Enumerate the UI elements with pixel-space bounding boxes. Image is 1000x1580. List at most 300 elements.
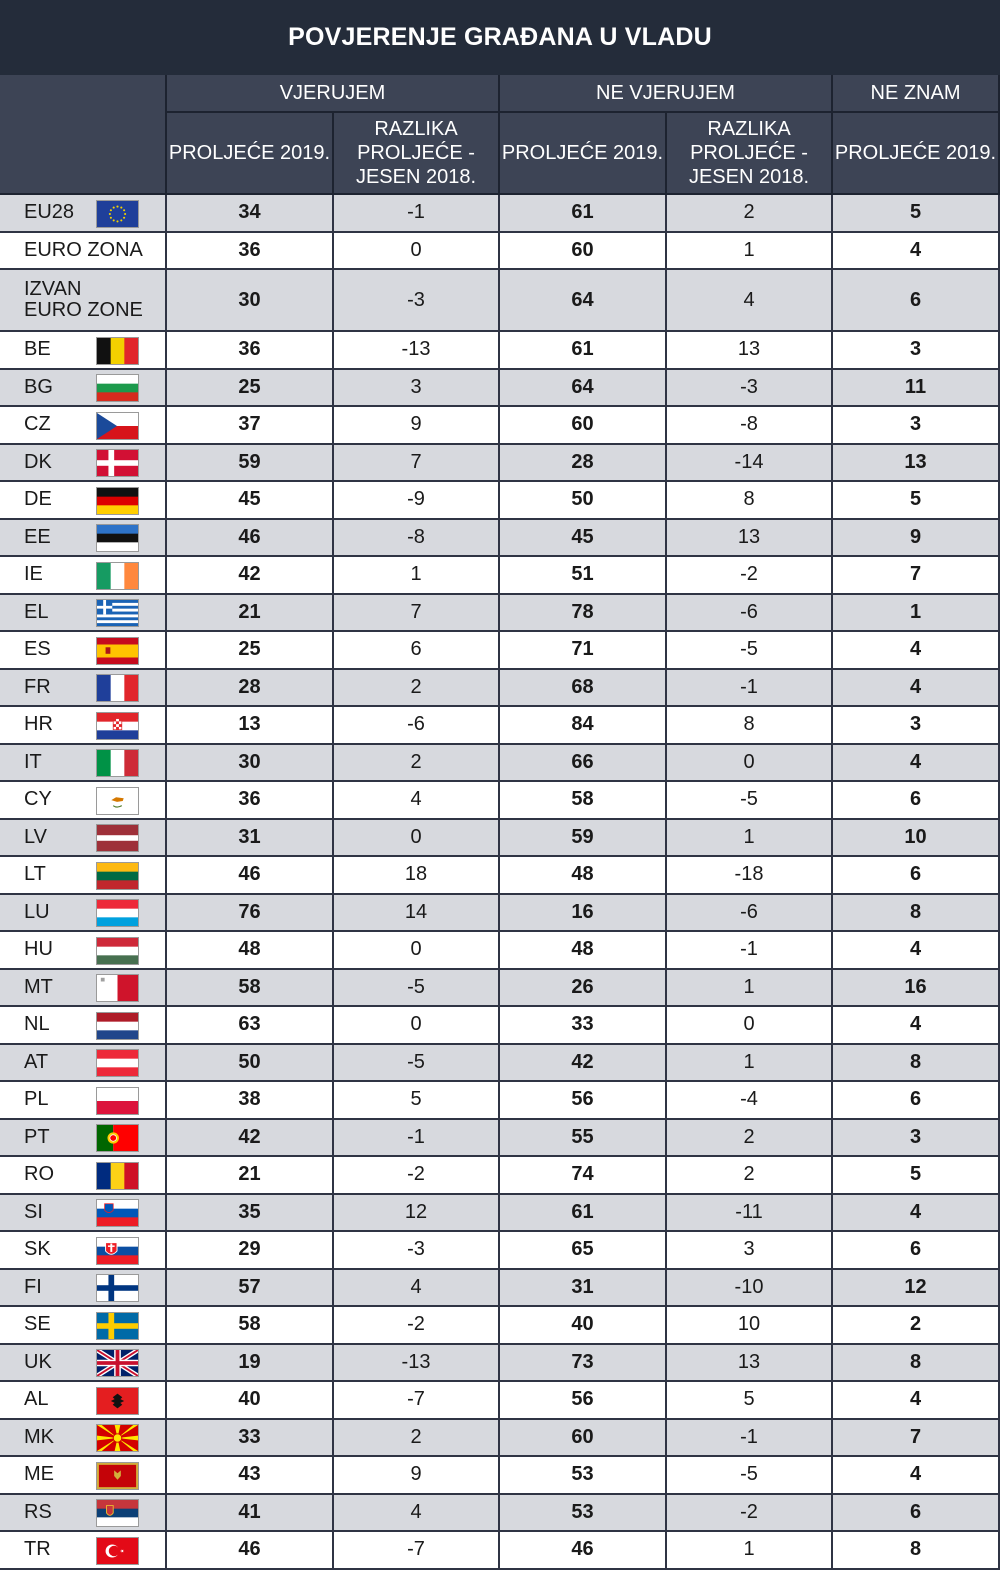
dont-know-spring-cell: 6 — [833, 1232, 1000, 1268]
trust-diff-cell: 7 — [334, 595, 500, 631]
distrust-diff-cell: 1 — [667, 1532, 833, 1568]
dont-know-spring-cell: 4 — [833, 233, 1000, 269]
table-row — [0, 1382, 1000, 1420]
distrust-spring-cell: 26 — [500, 970, 667, 1006]
row-label-cell — [0, 1232, 167, 1268]
dont-know-spring-cell: 16 — [833, 970, 1000, 1006]
trust-spring-cell: 25 — [167, 632, 334, 668]
distrust-spring-cell: 60 — [500, 233, 667, 269]
si-flag-icon — [96, 1199, 139, 1227]
distrust-diff-cell: -1 — [667, 1420, 833, 1456]
row-label-cell — [0, 1007, 167, 1043]
row-label: PL — [24, 1088, 49, 1111]
row-label-cell — [0, 1082, 167, 1118]
row-label-cell — [0, 745, 167, 781]
row-label: HR — [24, 713, 53, 736]
distrust-diff-cell: -8 — [667, 407, 833, 443]
trust-spring-cell: 37 — [167, 407, 334, 443]
dont-know-spring-cell: 2 — [833, 1307, 1000, 1343]
distrust-diff-cell: 1 — [667, 1045, 833, 1081]
row-label: CY — [24, 788, 52, 811]
row-label-cell — [0, 857, 167, 893]
trust-spring-cell: 29 — [167, 1232, 334, 1268]
table-row — [0, 407, 1000, 445]
distrust-spring-cell: 33 — [500, 1007, 667, 1043]
row-label-cell — [0, 632, 167, 668]
row-label-cell — [0, 445, 167, 481]
trust-diff-cell: -3 — [334, 1232, 500, 1268]
table-row — [0, 332, 1000, 370]
row-label-cell — [0, 782, 167, 818]
tr-flag-icon — [96, 1537, 139, 1565]
row-label: IE — [24, 563, 43, 586]
dont-know-spring-cell: 8 — [833, 1532, 1000, 1568]
row-label: FR — [24, 675, 51, 698]
trust-spring-cell: 19 — [167, 1345, 334, 1381]
row-label-cell — [0, 1270, 167, 1306]
table-row — [0, 1045, 1000, 1083]
row-label-cell — [0, 233, 167, 269]
table-row — [0, 1195, 1000, 1233]
hu-flag-icon — [96, 937, 139, 965]
trust-spring-cell: 36 — [167, 782, 334, 818]
pt-flag-icon — [96, 1124, 139, 1152]
row-label: EURO ZONA — [24, 238, 143, 261]
dont-know-spring-cell: 5 — [833, 195, 1000, 231]
sk-flag-icon — [96, 1237, 139, 1265]
trust-spring-cell: 21 — [167, 1157, 334, 1193]
trust-diff-cell: -7 — [334, 1382, 500, 1418]
trust-spring-cell: 46 — [167, 520, 334, 556]
row-label-cell — [0, 1345, 167, 1381]
pl-flag-icon — [96, 1087, 139, 1115]
distrust-diff-cell: -3 — [667, 370, 833, 406]
dont-know-spring-cell: 7 — [833, 1420, 1000, 1456]
dont-know-spring-cell: 6 — [833, 857, 1000, 893]
row-label-cell — [0, 1120, 167, 1156]
distrust-diff-cell: -1 — [667, 670, 833, 706]
trust-diff-cell: 3 — [334, 370, 500, 406]
distrust-spring-cell: 56 — [500, 1382, 667, 1418]
de-flag-icon — [96, 487, 139, 515]
distrust-spring-cell: 64 — [500, 370, 667, 406]
dk-flag-icon — [96, 449, 139, 477]
row-label: EU28 — [24, 201, 75, 224]
trust-spring-cell: 43 — [167, 1457, 334, 1493]
distrust-diff-cell: -2 — [667, 1495, 833, 1531]
row-label: AT — [24, 1050, 49, 1073]
distrust-spring-cell: 16 — [500, 895, 667, 931]
hr-flag-icon — [96, 712, 139, 740]
subheader-trust-diff: RAZLIKA PROLJEĆE - JESEN 2018. — [334, 113, 500, 195]
dont-know-spring-cell: 1 — [833, 595, 1000, 631]
table-row — [0, 970, 1000, 1008]
row-label-cell — [0, 820, 167, 856]
dont-know-spring-cell: 4 — [833, 670, 1000, 706]
table-row — [0, 820, 1000, 858]
distrust-spring-cell: 61 — [500, 332, 667, 368]
row-label: IZVAN EURO ZONE — [24, 278, 143, 321]
table-row — [0, 1420, 1000, 1458]
row-label: DK — [24, 450, 52, 473]
trust-spring-cell: 63 — [167, 1007, 334, 1043]
distrust-spring-cell: 84 — [500, 707, 667, 743]
distrust-spring-cell: 59 — [500, 820, 667, 856]
row-label-cell — [0, 482, 167, 518]
distrust-diff-cell: 2 — [667, 1120, 833, 1156]
row-label-cell — [0, 270, 167, 330]
table-row — [0, 1082, 1000, 1120]
trust-diff-cell: -8 — [334, 520, 500, 556]
distrust-spring-cell: 64 — [500, 270, 667, 330]
row-label-cell — [0, 670, 167, 706]
distrust-spring-cell: 60 — [500, 407, 667, 443]
row-label-cell — [0, 707, 167, 743]
table-row — [0, 1007, 1000, 1045]
distrust-spring-cell: 68 — [500, 670, 667, 706]
row-label-cell — [0, 895, 167, 931]
table-row — [0, 632, 1000, 670]
distrust-spring-cell: 46 — [500, 1532, 667, 1568]
distrust-spring-cell: 48 — [500, 857, 667, 893]
trust-spring-cell: 38 — [167, 1082, 334, 1118]
row-label: RS — [24, 1500, 52, 1523]
trust-spring-cell: 42 — [167, 1120, 334, 1156]
trust-diff-cell: -6 — [334, 707, 500, 743]
table-row — [0, 707, 1000, 745]
trust-diff-cell: 12 — [334, 1195, 500, 1231]
distrust-diff-cell: -4 — [667, 1082, 833, 1118]
row-label-cell — [0, 932, 167, 968]
trust-spring-cell: 59 — [167, 445, 334, 481]
trust-diff-cell: 2 — [334, 670, 500, 706]
trust-spring-cell: 28 — [167, 670, 334, 706]
row-label-cell — [0, 332, 167, 368]
table-row — [0, 1307, 1000, 1345]
table-row — [0, 1120, 1000, 1158]
row-label: FI — [24, 1275, 42, 1298]
trust-diff-cell: 1 — [334, 557, 500, 593]
distrust-spring-cell: 53 — [500, 1495, 667, 1531]
trust-spring-cell: 33 — [167, 1420, 334, 1456]
table-row — [0, 195, 1000, 233]
trust-diff-cell: -5 — [334, 970, 500, 1006]
distrust-diff-cell: 13 — [667, 1345, 833, 1381]
distrust-diff-cell: 1 — [667, 820, 833, 856]
trust-spring-cell: 46 — [167, 1532, 334, 1568]
trust-diff-cell: 5 — [334, 1082, 500, 1118]
table-row — [0, 557, 1000, 595]
trust-diff-cell: 4 — [334, 782, 500, 818]
dont-know-spring-cell: 8 — [833, 1345, 1000, 1381]
trust-spring-cell: 34 — [167, 195, 334, 231]
table-row — [0, 482, 1000, 520]
dont-know-spring-cell: 3 — [833, 1120, 1000, 1156]
distrust-diff-cell: 8 — [667, 482, 833, 518]
trust-diff-cell: 0 — [334, 932, 500, 968]
distrust-diff-cell: -5 — [667, 632, 833, 668]
it-flag-icon — [96, 749, 139, 777]
distrust-spring-cell: 51 — [500, 557, 667, 593]
distrust-diff-cell: 8 — [667, 707, 833, 743]
se-flag-icon — [96, 1312, 139, 1340]
row-label-cell — [0, 195, 167, 231]
subheader-distrust-spring: PROLJEĆE 2019. — [500, 113, 667, 195]
row-label: NL — [24, 1013, 50, 1036]
row-label-cell — [0, 1307, 167, 1343]
row-label-cell — [0, 1532, 167, 1568]
trust-diff-cell: 9 — [334, 407, 500, 443]
header-corner — [0, 75, 167, 195]
trust-spring-cell: 76 — [167, 895, 334, 931]
table-row — [0, 520, 1000, 558]
table-row — [0, 1232, 1000, 1270]
header-trust: VJERUJEM — [167, 75, 500, 113]
row-label: LT — [24, 863, 46, 886]
row-label: EL — [24, 600, 49, 623]
distrust-diff-cell: 0 — [667, 1007, 833, 1043]
distrust-diff-cell: -1 — [667, 932, 833, 968]
distrust-spring-cell: 60 — [500, 1420, 667, 1456]
row-label: ME — [24, 1463, 54, 1486]
trust-diff-cell: 14 — [334, 895, 500, 931]
header-distrust: NE VJERUJEM — [500, 75, 833, 113]
distrust-diff-cell: -18 — [667, 857, 833, 893]
row-label: BG — [24, 375, 53, 398]
trust-spring-cell: 25 — [167, 370, 334, 406]
trust-diff-cell: -5 — [334, 1045, 500, 1081]
distrust-diff-cell: 10 — [667, 1307, 833, 1343]
row-label: SI — [24, 1200, 43, 1223]
row-label-cell — [0, 370, 167, 406]
distrust-diff-cell: 13 — [667, 332, 833, 368]
dont-know-spring-cell: 6 — [833, 1495, 1000, 1531]
header-dont-know: NE ZNAM — [833, 75, 1000, 113]
table-row — [0, 1345, 1000, 1383]
distrust-diff-cell: 2 — [667, 1157, 833, 1193]
table-row — [0, 270, 1000, 332]
me-flag-icon — [96, 1462, 139, 1490]
distrust-diff-cell: 3 — [667, 1232, 833, 1268]
dont-know-spring-cell: 12 — [833, 1270, 1000, 1306]
fr-flag-icon — [96, 674, 139, 702]
trust-diff-cell: 4 — [334, 1495, 500, 1531]
dont-know-spring-cell: 3 — [833, 407, 1000, 443]
rs-flag-icon — [96, 1499, 139, 1527]
trust-spring-cell: 40 — [167, 1382, 334, 1418]
distrust-diff-cell: 0 — [667, 745, 833, 781]
table-row — [0, 782, 1000, 820]
row-label: AL — [24, 1388, 49, 1411]
dont-know-spring-cell: 8 — [833, 1045, 1000, 1081]
dont-know-spring-cell: 5 — [833, 1157, 1000, 1193]
trust-diff-cell: 0 — [334, 233, 500, 269]
trust-diff-cell: -13 — [334, 1345, 500, 1381]
row-label: MT — [24, 975, 53, 998]
lt-flag-icon — [96, 862, 139, 890]
trust-spring-cell: 13 — [167, 707, 334, 743]
row-label: RO — [24, 1163, 54, 1186]
trust-spring-cell: 45 — [167, 482, 334, 518]
uk-flag-icon — [96, 1349, 139, 1377]
row-label: EE — [24, 525, 51, 548]
cz-flag-icon — [96, 412, 139, 440]
row-label: CZ — [24, 413, 51, 436]
distrust-diff-cell: 13 — [667, 520, 833, 556]
subheader-distrust-diff: RAZLIKA PROLJEĆE - JESEN 2018. — [667, 113, 833, 195]
dont-know-spring-cell: 4 — [833, 1457, 1000, 1493]
eu-flag-icon — [96, 200, 139, 228]
dont-know-spring-cell: 8 — [833, 895, 1000, 931]
distrust-spring-cell: 31 — [500, 1270, 667, 1306]
distrust-diff-cell: 4 — [667, 270, 833, 330]
trust-diff-cell: 0 — [334, 820, 500, 856]
ie-flag-icon — [96, 562, 139, 590]
at-flag-icon — [96, 1049, 139, 1077]
distrust-spring-cell: 65 — [500, 1232, 667, 1268]
dont-know-spring-cell: 7 — [833, 557, 1000, 593]
distrust-diff-cell: -11 — [667, 1195, 833, 1231]
trust-diff-cell: 0 — [334, 1007, 500, 1043]
table-row — [0, 595, 1000, 633]
trust-spring-cell: 21 — [167, 595, 334, 631]
distrust-spring-cell: 42 — [500, 1045, 667, 1081]
row-label: IT — [24, 750, 42, 773]
lv-flag-icon — [96, 824, 139, 852]
dont-know-spring-cell: 4 — [833, 632, 1000, 668]
distrust-spring-cell: 71 — [500, 632, 667, 668]
row-label: PT — [24, 1125, 50, 1148]
table-row — [0, 233, 1000, 271]
trust-spring-cell: 36 — [167, 233, 334, 269]
table-row — [0, 932, 1000, 970]
distrust-spring-cell: 56 — [500, 1082, 667, 1118]
mk-flag-icon — [96, 1424, 139, 1452]
distrust-spring-cell: 28 — [500, 445, 667, 481]
distrust-spring-cell: 58 — [500, 782, 667, 818]
distrust-spring-cell: 74 — [500, 1157, 667, 1193]
trust-spring-cell: 36 — [167, 332, 334, 368]
dont-know-spring-cell: 4 — [833, 1007, 1000, 1043]
trust-spring-cell: 58 — [167, 970, 334, 1006]
table-row — [0, 857, 1000, 895]
trust-diff-cell: -2 — [334, 1307, 500, 1343]
table-row — [0, 1495, 1000, 1533]
distrust-diff-cell: -10 — [667, 1270, 833, 1306]
dont-know-spring-cell: 3 — [833, 707, 1000, 743]
distrust-spring-cell: 55 — [500, 1120, 667, 1156]
trust-diff-cell: 2 — [334, 1420, 500, 1456]
be-flag-icon — [96, 337, 139, 365]
trust-diff-cell: -13 — [334, 332, 500, 368]
trust-spring-cell: 30 — [167, 270, 334, 330]
row-label-cell — [0, 1157, 167, 1193]
dont-know-spring-cell: 10 — [833, 820, 1000, 856]
trust-spring-cell: 30 — [167, 745, 334, 781]
trust-diff-cell: 4 — [334, 1270, 500, 1306]
trust-spring-cell: 41 — [167, 1495, 334, 1531]
row-label-cell — [0, 1045, 167, 1081]
row-label-cell — [0, 520, 167, 556]
cy-flag-icon — [96, 787, 139, 815]
row-label-cell — [0, 970, 167, 1006]
trust-spring-cell: 58 — [167, 1307, 334, 1343]
dont-know-spring-cell: 4 — [833, 1382, 1000, 1418]
row-label-cell — [0, 1495, 167, 1531]
lu-flag-icon — [96, 899, 139, 927]
distrust-diff-cell: 1 — [667, 233, 833, 269]
row-label-cell — [0, 1382, 167, 1418]
dont-know-spring-cell: 13 — [833, 445, 1000, 481]
row-label-cell — [0, 595, 167, 631]
table-row — [0, 670, 1000, 708]
trust-diff-cell: -2 — [334, 1157, 500, 1193]
row-label: UK — [24, 1350, 52, 1373]
distrust-diff-cell: 2 — [667, 195, 833, 231]
row-label: HU — [24, 938, 53, 961]
row-label: TR — [24, 1538, 51, 1561]
dont-know-spring-cell: 3 — [833, 332, 1000, 368]
trust-diff-cell: 6 — [334, 632, 500, 668]
distrust-diff-cell: -5 — [667, 782, 833, 818]
trust-diff-cell: -7 — [334, 1532, 500, 1568]
trust-diff-cell: -3 — [334, 270, 500, 330]
trust-spring-cell: 50 — [167, 1045, 334, 1081]
es-flag-icon — [96, 637, 139, 665]
trust-diff-cell: 2 — [334, 745, 500, 781]
row-label: LV — [24, 825, 47, 848]
row-label: MK — [24, 1425, 54, 1448]
ro-flag-icon — [96, 1162, 139, 1190]
subheader-dont-know-spring: PROLJEĆE 2019. — [833, 113, 1000, 195]
dont-know-spring-cell: 4 — [833, 745, 1000, 781]
table-row — [0, 1457, 1000, 1495]
distrust-spring-cell: 45 — [500, 520, 667, 556]
distrust-diff-cell: -6 — [667, 895, 833, 931]
table-row — [0, 1532, 1000, 1570]
dont-know-spring-cell: 4 — [833, 932, 1000, 968]
trust-diff-cell: -1 — [334, 195, 500, 231]
row-label-cell — [0, 1420, 167, 1456]
table-row — [0, 370, 1000, 408]
table-row — [0, 745, 1000, 783]
dont-know-spring-cell: 6 — [833, 1082, 1000, 1118]
distrust-spring-cell: 73 — [500, 1345, 667, 1381]
el-flag-icon — [96, 599, 139, 627]
row-label-cell — [0, 557, 167, 593]
dont-know-spring-cell: 5 — [833, 482, 1000, 518]
row-label-cell — [0, 407, 167, 443]
distrust-spring-cell: 40 — [500, 1307, 667, 1343]
dont-know-spring-cell: 11 — [833, 370, 1000, 406]
distrust-spring-cell: 50 — [500, 482, 667, 518]
distrust-diff-cell: 5 — [667, 1382, 833, 1418]
trust-spring-cell: 46 — [167, 857, 334, 893]
trust-spring-cell: 42 — [167, 557, 334, 593]
al-flag-icon — [96, 1387, 139, 1415]
trust-spring-cell: 57 — [167, 1270, 334, 1306]
dont-know-spring-cell: 4 — [833, 1195, 1000, 1231]
ee-flag-icon — [96, 524, 139, 552]
distrust-spring-cell: 53 — [500, 1457, 667, 1493]
trust-diff-cell: 18 — [334, 857, 500, 893]
trust-diff-cell: 7 — [334, 445, 500, 481]
distrust-spring-cell: 48 — [500, 932, 667, 968]
distrust-diff-cell: -5 — [667, 1457, 833, 1493]
trust-diff-cell: -1 — [334, 1120, 500, 1156]
table-row — [0, 1157, 1000, 1195]
row-label-cell — [0, 1195, 167, 1231]
